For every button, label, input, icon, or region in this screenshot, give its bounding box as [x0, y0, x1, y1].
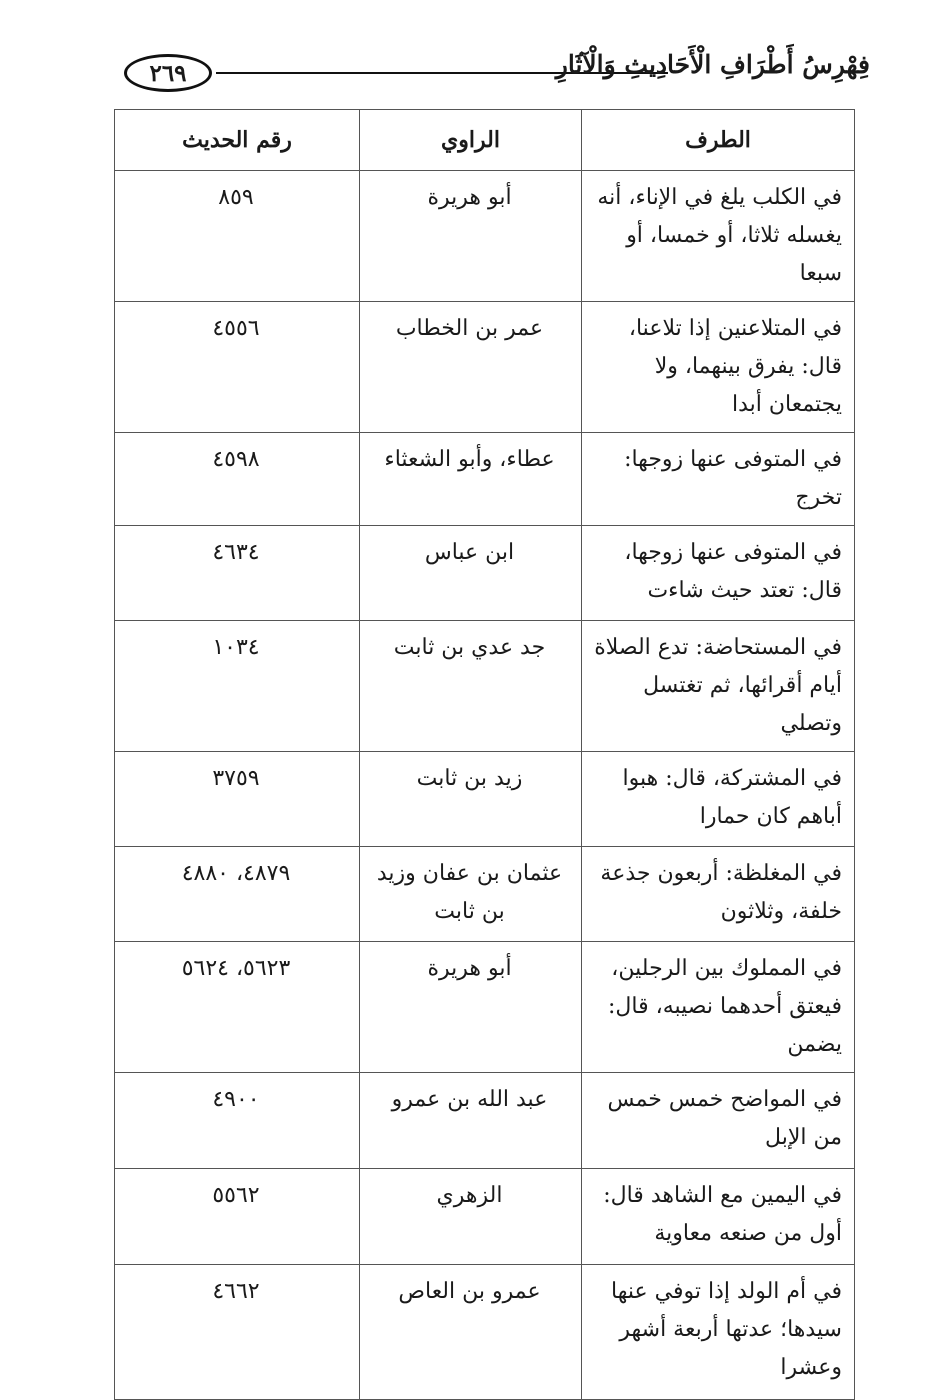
- column-header-rawi: الراوي: [360, 110, 582, 171]
- cell-rawi: عمر بن الخطاب: [360, 302, 582, 433]
- table-header-row: [115, 110, 855, 171]
- cell-number: ٤٥٥٦: [115, 302, 360, 433]
- cell-rawi: جد عدي بن ثابت: [360, 621, 582, 752]
- cell-number: ٣٧٥٩: [115, 752, 360, 847]
- cell-tarf: في المستحاضة: تدع الصلاة أيام أقرائها، ثم تغتسل وتصلي: [582, 621, 855, 752]
- cell-tarf: في المواضح خمس خمس من الإبل: [582, 1073, 855, 1169]
- table-row: [115, 1073, 855, 1169]
- table-row: [115, 433, 855, 526]
- cell-number: ٤٥٩٨: [115, 433, 360, 526]
- cell-rawi: زيد بن ثابت: [360, 752, 582, 847]
- cell-tarf: في أم الولد إذا توفي عنها سيدها؛ عدتها أربعة أشهر وعشرا: [582, 1265, 855, 1400]
- cell-rawi: عبد الله بن عمرو: [360, 1073, 582, 1169]
- cell-number: ٤٦٣٤: [115, 526, 360, 621]
- page-header: [112, 44, 870, 106]
- cell-tarf: في المملوك بين الرجلين، فيعتق أحدهما نصيبه، قال: يضمن: [582, 942, 855, 1073]
- cell-tarf: في اليمين مع الشاهد قال: أول من صنعه معاوية: [582, 1169, 855, 1265]
- cell-number: ٤٨٧٩، ٤٨٨٠: [115, 847, 360, 942]
- page-title: فِهْرِسُ أَطْرَافِ الْأَحَادِيثِ وَالْآثَارِ: [555, 50, 870, 79]
- table-row: [115, 621, 855, 752]
- table-row: [115, 942, 855, 1073]
- cell-tarf: في المغلظة: أربعون جذعة خلفة، وثلاثون: [582, 847, 855, 942]
- table-row: [115, 526, 855, 621]
- cell-rawi: عطاء، وأبو الشعثاء: [360, 433, 582, 526]
- hadith-index-table: [114, 109, 855, 1400]
- cell-rawi: ابن عباس: [360, 526, 582, 621]
- table-row: [115, 1265, 855, 1400]
- cell-number: ٥٥٦٢: [115, 1169, 360, 1265]
- cell-rawi: الزهري: [360, 1169, 582, 1265]
- table-row: [115, 752, 855, 847]
- cell-number: ٨٥٩: [115, 171, 360, 302]
- column-header-tarf: الطرف: [582, 110, 855, 171]
- page-number: ٢٦٩: [124, 54, 212, 92]
- cell-tarf: في المشتركة، قال: هبوا أباهم كان حمارا: [582, 752, 855, 847]
- table-row: [115, 171, 855, 302]
- column-header-number: رقم الحديث: [115, 110, 360, 171]
- cell-tarf: في المتوفى عنها زوجها، قال: تعتد حيث شاءت: [582, 526, 855, 621]
- cell-number: ٤٦٦٢: [115, 1265, 360, 1400]
- table-row: [115, 1169, 855, 1265]
- cell-rawi: أبو هريرة: [360, 171, 582, 302]
- table-row: [115, 847, 855, 942]
- cell-rawi: عمرو بن العاص: [360, 1265, 582, 1400]
- cell-tarf: في المتوفى عنها زوجها: تخرج: [582, 433, 855, 526]
- cell-number: ٤٩٠٠: [115, 1073, 360, 1169]
- cell-tarf: في الكلب يلغ في الإناء، أنه يغسله ثلاثا، أو خمسا، أو سبعا: [582, 171, 855, 302]
- cell-rawi: أبو هريرة: [360, 942, 582, 1073]
- cell-tarf: في المتلاعنين إذا تلاعنا، قال: يفرق بينهما، ولا يجتمعان أبدا: [582, 302, 855, 433]
- table-row: [115, 302, 855, 433]
- cell-number: ١٠٣٤: [115, 621, 360, 752]
- cell-rawi: عثمان بن عفان وزيد بن ثابت: [360, 847, 582, 942]
- cell-number: ٥٦٢٣، ٥٦٢٤: [115, 942, 360, 1073]
